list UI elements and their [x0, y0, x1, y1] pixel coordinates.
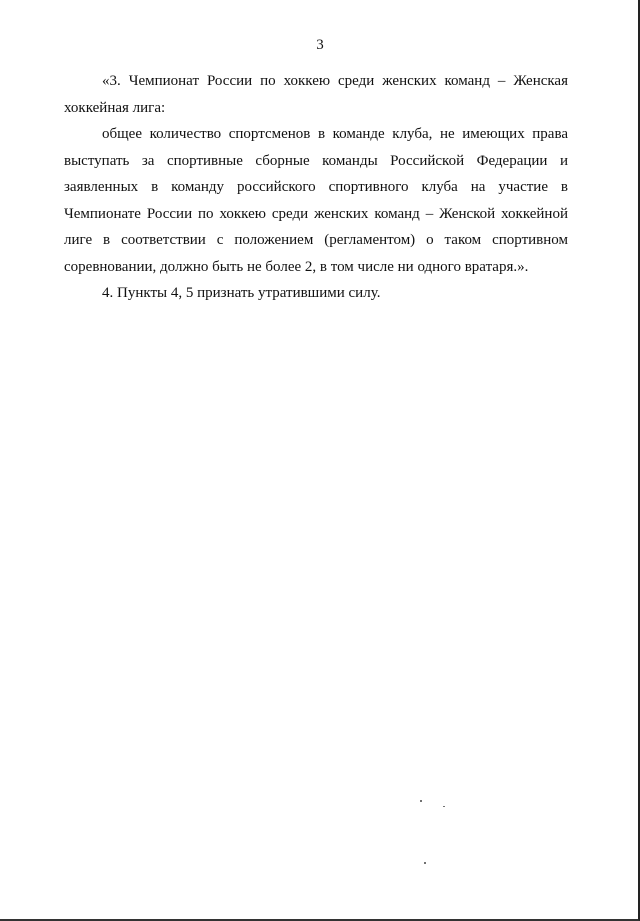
paragraph-athletes-limit: общее количество спортсменов в команде клуба, не имеющих права выступать за спортивные сборные команды Российской Федерации и заявленных в команду российского спортивного клуба на участие в Чемпионате России по хоккею среди женских команд – Женской хоккейной лиге в соответствии с положением (регламентом) о таком спортивном соревновании, должно быть не более 2, в том числе ни одного вратаря.».: [64, 126, 568, 275]
scan-speck: [443, 806, 445, 807]
paragraph-championship-heading: «3. Чемпионат России по хоккею среди женских команд – Женская хоккейная лига:: [64, 73, 568, 116]
document-body: [64, 68, 568, 307]
scan-speck: [420, 800, 422, 802]
page-number: 3: [316, 37, 324, 53]
scan-speck: [424, 862, 426, 864]
paragraph-repeal-clauses: 4. Пункты 4, 5 признать утратившими силу.: [102, 285, 381, 301]
